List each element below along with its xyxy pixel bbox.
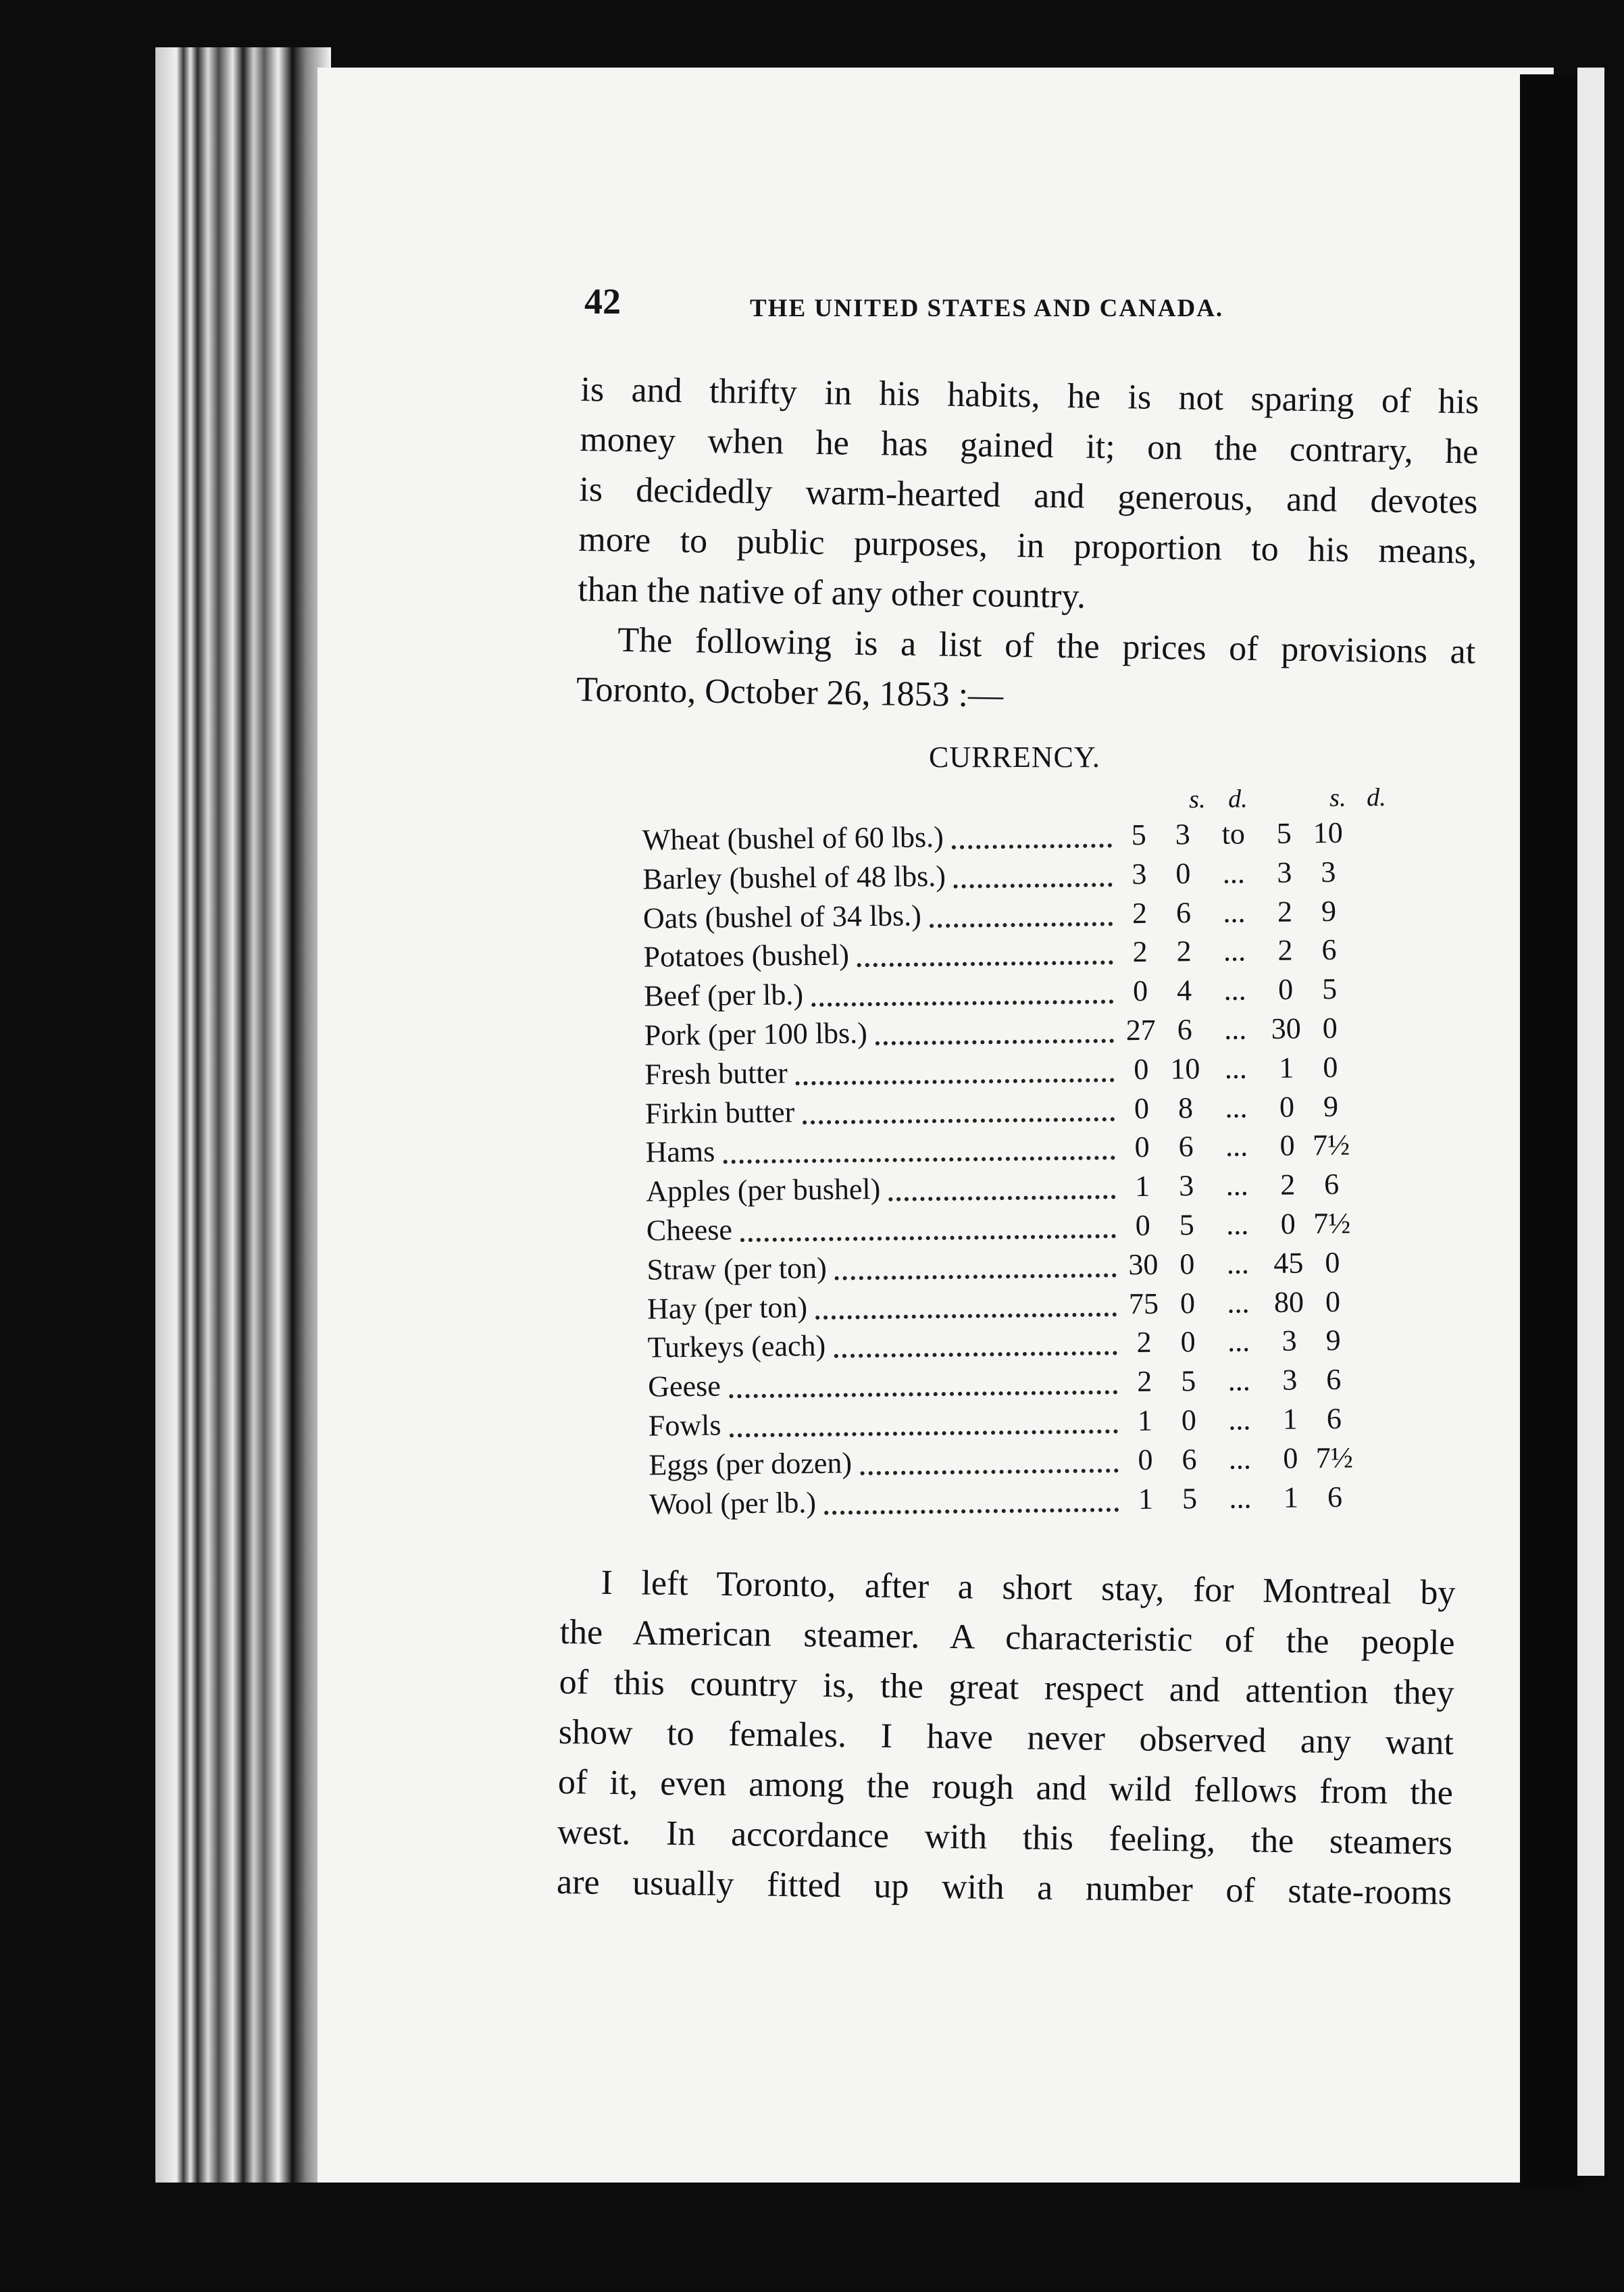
shillings-high: 0 (1277, 972, 1294, 1007)
leader-dots (888, 1182, 1115, 1202)
pence-low: 6 (1182, 1442, 1197, 1476)
text-line: is decidedly warm-hearted and generous, and devotes (579, 470, 1478, 522)
range-separator: ... (1225, 1129, 1248, 1164)
shillings-low: 2 (1136, 1326, 1152, 1360)
item-name: Fresh butter (644, 1056, 788, 1091)
leader-dots (724, 1143, 1115, 1164)
text-line: than the native of any other country. (577, 570, 1086, 616)
item-name: Beef (per lb.) (643, 978, 804, 1013)
text-line: of it, even among the rough and wild fellows from the (557, 1762, 1454, 1813)
pence-low: 3 (1178, 1169, 1194, 1203)
pence-low: 0 (1175, 856, 1191, 891)
range-separator: ... (1223, 973, 1246, 1007)
pence-low: 0 (1179, 1247, 1195, 1281)
shillings-low: 1 (1137, 1403, 1153, 1438)
leader-dots (811, 987, 1113, 1007)
leader-dots (834, 1338, 1117, 1358)
shillings-high: 3 (1282, 1363, 1298, 1397)
shillings-high: 5 (1276, 816, 1292, 850)
item-name: Hay (per ton) (646, 1290, 808, 1326)
pence-low: 5 (1182, 1481, 1198, 1515)
unit-label: d. (1366, 783, 1386, 812)
shillings-high: 2 (1277, 895, 1293, 928)
pence-high: 6 (1326, 1401, 1342, 1436)
pence-high: 6 (1323, 1168, 1340, 1201)
range-separator: ... (1227, 1285, 1250, 1320)
paragraph-top (576, 365, 1479, 728)
pence-low: 3 (1175, 818, 1190, 851)
pence-high: 6 (1321, 933, 1337, 967)
running-title: THE UNITED STATES AND CANADA. (750, 295, 1224, 322)
leader-dots (860, 1455, 1118, 1475)
shillings-high: 0 (1280, 1207, 1296, 1241)
item-name: Firkin butter (644, 1095, 795, 1130)
item-name: Barley (bushel of 48 lbs.) (642, 859, 946, 896)
pence-high: 3 (1321, 855, 1336, 889)
unit-label: d. (1227, 784, 1248, 814)
paragraph-bottom (557, 1558, 1456, 1918)
shillings-low: 2 (1132, 935, 1148, 969)
shillings-high: 3 (1282, 1324, 1297, 1358)
shillings-high: 1 (1283, 1480, 1299, 1514)
page-header (584, 280, 1327, 328)
shillings-low: 75 (1128, 1287, 1159, 1320)
text-line: the American steamer. A characteristic of the people (559, 1612, 1455, 1663)
pence-high: 0 (1325, 1285, 1341, 1318)
text-line: more to public purposes, in proportion to his means, (578, 520, 1477, 572)
pence-high: 10 (1313, 816, 1343, 850)
book-page-edges (155, 47, 331, 2183)
price-rows (622, 815, 1406, 1526)
shillings-low: 0 (1132, 974, 1148, 1008)
range-separator: to (1221, 817, 1246, 851)
pence-high: 7½ (1313, 1206, 1351, 1241)
text-line: show to females. I have never observed any want (558, 1712, 1454, 1763)
table-title: CURRENCY. (929, 741, 1100, 774)
shillings-low: 0 (1134, 1091, 1150, 1125)
item-name: Turkeys (each) (647, 1329, 826, 1364)
shillings-high: 1 (1282, 1402, 1298, 1436)
pence-low: 5 (1179, 1208, 1195, 1242)
pence-high: 9 (1321, 894, 1337, 928)
pence-high: 7½ (1315, 1441, 1354, 1475)
leader-dots (834, 1260, 1116, 1280)
price-table (621, 782, 1406, 1526)
pence-high: 0 (1325, 1245, 1340, 1279)
text-line: west. In accordance with this feeling, the steamers (557, 1812, 1453, 1863)
range-separator: ... (1227, 1324, 1250, 1359)
pence-low: 0 (1180, 1325, 1196, 1359)
leader-dots (729, 1377, 1117, 1399)
shillings-high: 80 (1273, 1285, 1304, 1319)
range-separator: ... (1223, 895, 1246, 929)
leader-dots (795, 1064, 1114, 1085)
leader-dots (953, 869, 1112, 888)
text-line: money when he has gained it; on the contrary, he (580, 420, 1479, 472)
range-separator: ... (1223, 1012, 1247, 1046)
text-line: of this country is, the great respect and attention they (559, 1662, 1454, 1713)
unit-label: s. (1188, 784, 1206, 814)
pence-high: 6 (1327, 1480, 1343, 1514)
shillings-low: 27 (1125, 1013, 1157, 1047)
leader-dots (730, 1416, 1118, 1437)
item-name: Apples (per bushel) (645, 1172, 881, 1208)
range-separator: ... (1227, 1364, 1250, 1397)
shillings-low: 0 (1138, 1443, 1153, 1476)
leader-dots (815, 1299, 1117, 1320)
pence-high: 0 (1322, 1011, 1338, 1045)
shillings-low: 1 (1134, 1170, 1150, 1203)
pence-low: 6 (1178, 1130, 1194, 1164)
shillings-high: 45 (1273, 1246, 1304, 1280)
item-name: Oats (bushel of 34 lbs.) (642, 898, 922, 935)
pence-low: 6 (1177, 1013, 1193, 1047)
pence-low: 8 (1177, 1091, 1194, 1124)
text-line: are usually fitted up with a number of state-rooms (556, 1862, 1452, 1913)
pence-high: 7½ (1312, 1128, 1350, 1162)
range-separator: ... (1228, 1403, 1251, 1437)
pence-low: 6 (1175, 895, 1192, 930)
item-name: Cheese (646, 1213, 733, 1247)
shillings-low: 30 (1128, 1247, 1159, 1281)
text-line: is and thrifty in his habits, he is not sparing of his (580, 370, 1479, 422)
shillings-high: 2 (1279, 1168, 1296, 1201)
text-line: I left Toronto, after a short stay, for Montreal by (601, 1563, 1456, 1613)
leader-dots (876, 1025, 1114, 1045)
item-name: Eggs (per dozen) (649, 1446, 853, 1482)
shillings-low: 0 (1135, 1208, 1151, 1243)
pence-high: 0 (1323, 1050, 1338, 1084)
pence-low: 0 (1181, 1403, 1197, 1437)
item-name: Pork (per 100 lbs.) (644, 1016, 868, 1052)
leader-dots (803, 1103, 1115, 1124)
leader-dots (740, 1220, 1116, 1242)
pence-low: 4 (1176, 974, 1192, 1007)
item-name: Straw (per ton) (646, 1251, 828, 1287)
shillings-low: 3 (1132, 857, 1147, 891)
pence-high: 9 (1323, 1089, 1339, 1123)
shillings-high: 30 (1271, 1012, 1301, 1045)
next-page-edge (1577, 68, 1604, 2176)
item-name: Geese (647, 1369, 721, 1403)
range-separator: ... (1229, 1480, 1252, 1515)
item-name: Wool (per lb.) (649, 1485, 817, 1521)
leader-dots (930, 908, 1113, 928)
range-separator: ... (1225, 1090, 1248, 1124)
unit-label: s. (1329, 783, 1346, 813)
shillings-high: 1 (1279, 1051, 1294, 1085)
range-separator: ... (1224, 1051, 1248, 1085)
leader-dots (952, 830, 1112, 849)
leader-dots (824, 1494, 1119, 1515)
range-separator: ... (1228, 1442, 1252, 1476)
table-row (629, 1478, 1406, 1526)
page-number: 42 (584, 281, 621, 322)
range-separator: ... (1222, 856, 1246, 890)
text-line: Toronto, October 26, 1853 :— (576, 670, 1004, 715)
pence-high: 5 (1321, 972, 1338, 1006)
range-separator: ... (1226, 1247, 1250, 1280)
shillings-low: 5 (1131, 818, 1146, 852)
shillings-high: 0 (1279, 1090, 1295, 1124)
item-name: Fowls (648, 1408, 721, 1443)
range-separator: ... (1226, 1207, 1249, 1241)
pence-high: 9 (1325, 1324, 1341, 1357)
text-line: The following is a list of the prices of provisions at (617, 620, 1476, 672)
shillings-low: 0 (1134, 1052, 1149, 1086)
range-separator: ... (1225, 1168, 1248, 1202)
shillings-low: 2 (1132, 896, 1148, 930)
item-name: Potatoes (bushel) (643, 938, 850, 974)
shillings-low: 2 (1136, 1364, 1152, 1399)
range-separator: ... (1223, 934, 1246, 968)
pence-low: 0 (1179, 1286, 1196, 1320)
pence-high: 6 (1325, 1363, 1342, 1397)
pence-low: 2 (1176, 935, 1192, 968)
shillings-high: 0 (1279, 1128, 1295, 1163)
pence-low: 10 (1170, 1051, 1200, 1086)
shillings-high: 3 (1277, 855, 1292, 889)
pence-low: 5 (1180, 1364, 1196, 1398)
shillings-high: 0 (1283, 1441, 1298, 1475)
shillings-low: 0 (1134, 1130, 1150, 1164)
item-name: Wheat (bushel of 60 lbs.) (642, 820, 944, 857)
book-gutter (1520, 74, 1581, 2189)
shillings-high: 2 (1277, 934, 1293, 968)
shillings-low: 1 (1138, 1482, 1154, 1516)
leader-dots (857, 947, 1113, 968)
item-name: Hams (645, 1135, 715, 1170)
